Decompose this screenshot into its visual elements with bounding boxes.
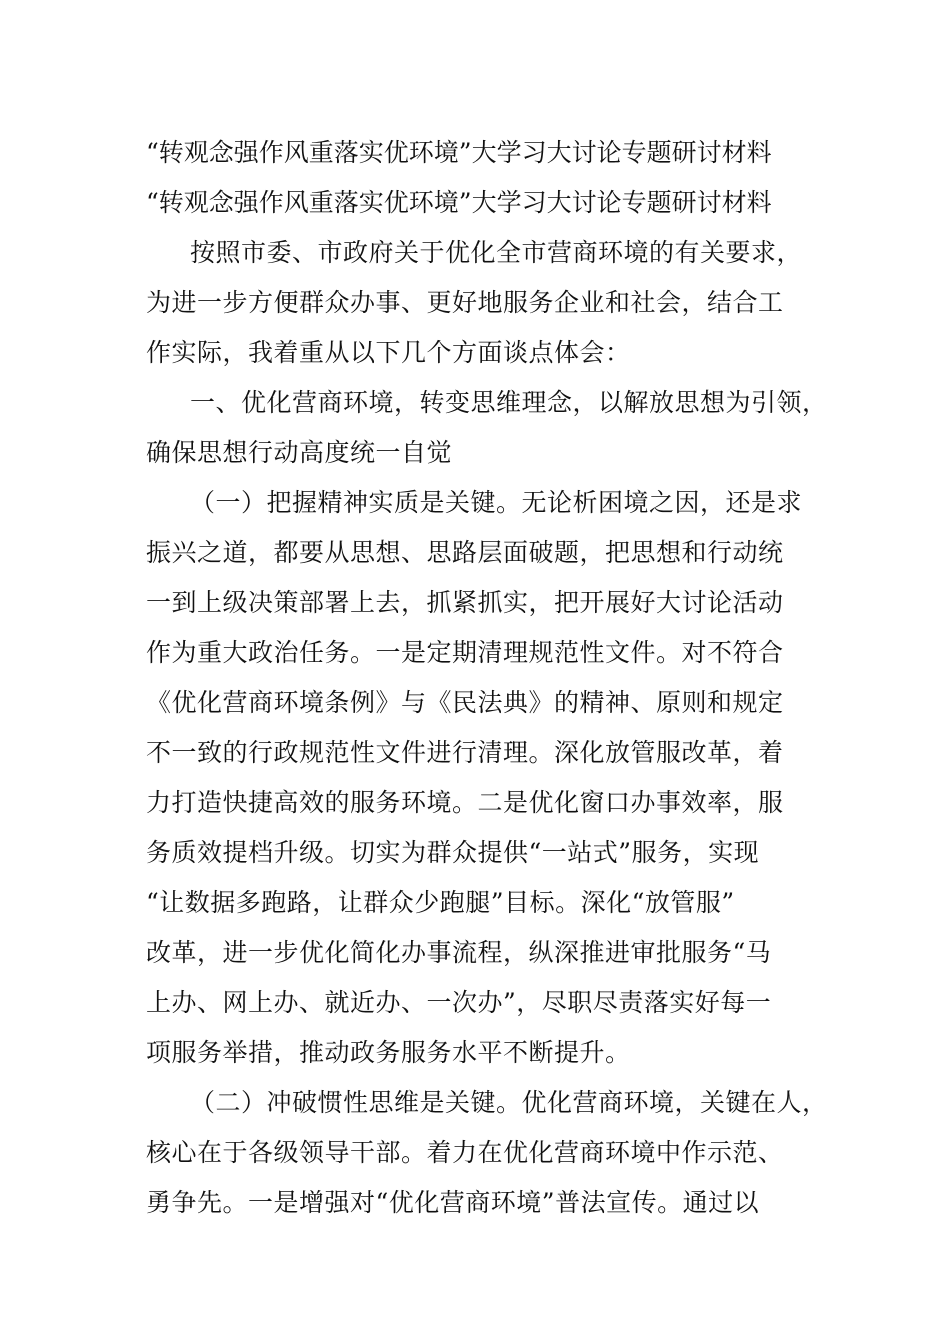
body-line: 项服务举措，推动政务服务水平不断提升。 [146,1038,631,1067]
body-line: 改革，进一步优化简化办事流程，纵深推进审批服务“马 [146,938,772,967]
body-line: 《优化营商环境条例》与《民法典》的精神、原则和规定 [146,688,784,717]
body-line: 不一致的行政规范性文件进行清理。深化放管服改革，着 [146,738,784,767]
body-line: 力打造快捷高效的服务环境。二是优化窗口办事效率，服 [146,788,784,817]
body-line: 一到上级决策部署上去，抓紧抓实，把开展好大讨论活动 [146,588,784,617]
body-line: 勇争先。一是增强对“优化营商环境”普法宣传。通过以 [146,1188,760,1217]
document-title: “转观念强作风重落实优环境”大学习大讨论专题研讨材料 [146,138,772,167]
section-heading: 一、优化营商环境，转变思维理念，以解放思想为引领， [190,388,828,417]
document-title-repeat: “转观念强作风重落实优环境”大学习大讨论专题研讨材料 [146,188,772,217]
body-line: 作为重大政治任务。一是定期清理规范性文件。对不符合 [146,638,784,667]
body-line: 振兴之道，都要从思想、思路层面破题，把思想和行动统 [146,538,784,567]
body-line: “让数据多跑路，让群众少跑腿”目标。深化“放管服” [146,888,735,917]
body-line: 务质效提档升级。切实为群众提供“一站式”服务，实现 [146,838,760,867]
intro-line: 作实际，我着重从以下几个方面谈点体会： [146,338,631,367]
body-line: 核心在于各级领导干部。着力在优化营商环境中作示范、 [146,1138,784,1167]
body-line: （二）冲破惯性思维是关键。优化营商环境，关键在人， [190,1088,828,1117]
body-line: 上办、网上办、就近办、一次办”，尽职尽责落实好每一 [146,988,772,1017]
intro-line: 按照市委、市政府关于优化全市营商环境的有关要求， [190,238,803,267]
section-heading: 确保思想行动高度统一自觉 [146,438,453,467]
body-line: （一）把握精神实质是关键。无论析困境之因，还是求 [190,488,803,517]
intro-line: 为进一步方便群众办事、更好地服务企业和社会，结合工 [146,288,784,317]
